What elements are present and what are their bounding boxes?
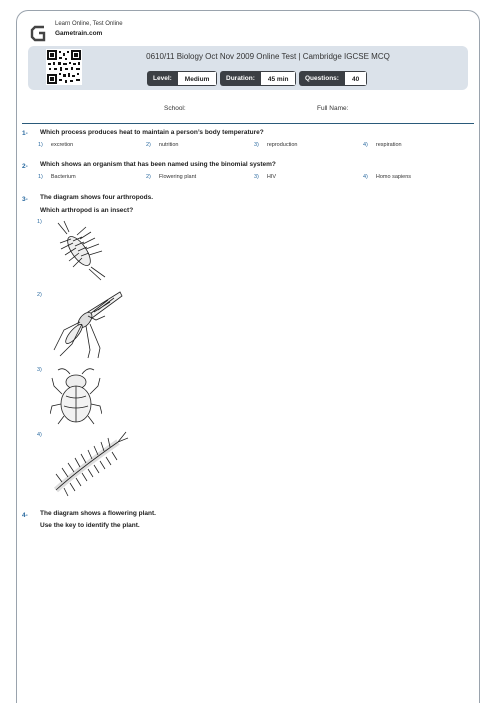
- page-title: 0610/11 Biology Oct Nov 2009 Online Test | Cambridge IGCSE MCQ: [146, 52, 390, 61]
- millipede-image[interactable]: [48, 430, 130, 500]
- image-option-number[interactable]: 3): [37, 367, 42, 373]
- header-divider: [22, 123, 474, 124]
- answer-option[interactable]: 2) nutrition: [146, 142, 179, 148]
- answer-option[interactable]: 4) respiration: [363, 142, 402, 148]
- question-number: 1-: [22, 130, 28, 137]
- question-subtext: Which arthropod is an insect?: [40, 207, 134, 214]
- answer-option[interactable]: 4) Homo sapiens: [363, 174, 412, 180]
- duration-badge: [220, 71, 296, 86]
- school-label: School:: [164, 105, 186, 112]
- question-number: 3-: [22, 196, 28, 203]
- mosquito-image[interactable]: [50, 290, 125, 360]
- gametrain-logo-icon: [30, 24, 48, 42]
- level-value: Medium: [178, 71, 218, 86]
- beetle-image[interactable]: [50, 364, 102, 426]
- question-text: Which process produces heat to maintain a person’s body temperature?: [40, 129, 264, 136]
- header-banner: [28, 46, 468, 90]
- image-option-number[interactable]: 4): [37, 432, 42, 438]
- questions-value: 40: [345, 71, 367, 86]
- question-number: 4-: [22, 512, 28, 519]
- brand-site: Gametrain.com: [55, 30, 103, 37]
- question-number: 2-: [22, 163, 28, 170]
- qr-code-icon: [46, 49, 82, 85]
- question-subtext: Use the key to identify the plant.: [40, 522, 140, 529]
- question-text: The diagram shows a flowering plant.: [40, 510, 156, 517]
- duration-value: 45 min: [261, 71, 297, 86]
- full-name-label: Full Name:: [317, 105, 349, 112]
- level-label: Level:: [147, 71, 178, 86]
- questions-label: Questions:: [299, 71, 345, 86]
- answer-option[interactable]: 2) Flowering plant: [146, 174, 197, 180]
- brand-tagline: Learn Online, Test Online: [55, 21, 123, 27]
- questions-badge: [299, 71, 367, 86]
- answer-option[interactable]: 3) reproduction: [254, 142, 298, 148]
- level-badge: [147, 71, 217, 86]
- answer-option[interactable]: 1) excretion: [38, 142, 74, 148]
- question-text: Which shows an organism that has been named using the binomial system?: [40, 161, 276, 168]
- arthropod-1-image[interactable]: [45, 219, 115, 281]
- image-option-number[interactable]: 1): [37, 219, 42, 225]
- image-option-number[interactable]: 2): [37, 292, 42, 298]
- answer-option[interactable]: 1) Bacterium: [38, 174, 76, 180]
- question-text: The diagram shows four arthropods.: [40, 194, 154, 201]
- duration-label: Duration:: [220, 71, 261, 86]
- answer-option[interactable]: 3) HIV: [254, 174, 277, 180]
